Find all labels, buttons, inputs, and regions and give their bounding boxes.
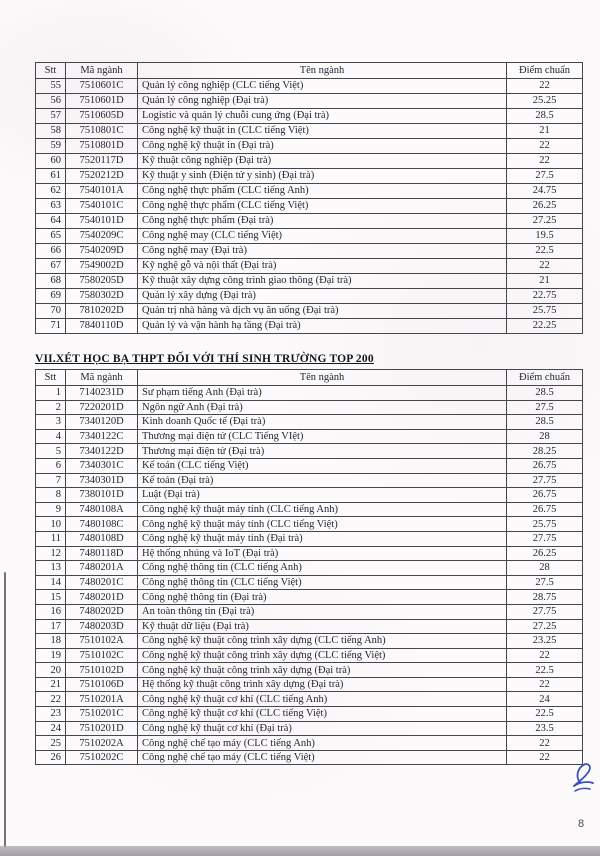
ma-nganh-cell: 7510201C (66, 707, 138, 722)
ma-nganh-cell: 7480118D (66, 546, 138, 561)
ma-nganh-cell: 7810202D (66, 304, 138, 319)
table-row (36, 109, 583, 124)
table-header-row (36, 370, 583, 386)
stt-cell: 8 (36, 488, 66, 503)
ma-nganh-cell: 7840110D (66, 319, 138, 334)
ten-nganh-cell: Kỹ thuật xây dựng công trình giao thông (Đại trà) (138, 274, 507, 289)
scan-edge-artifact-bottom (0, 846, 600, 856)
stt-cell: 16 (36, 604, 66, 619)
table-row (36, 502, 583, 517)
table-row (36, 692, 583, 707)
ten-nganh-cell: Kinh doanh Quốc tế (Đại trà) (138, 415, 507, 430)
stt-cell: 4 (36, 429, 66, 444)
stt-cell: 23 (36, 707, 66, 722)
diem-chuan-cell: 27.75 (507, 604, 583, 619)
stt-cell: 18 (36, 634, 66, 649)
table-row (36, 561, 583, 576)
ten-nganh-cell: Công nghệ kỹ thuật máy tính (CLC tiếng Việt) (138, 517, 507, 532)
stt-cell: 66 (36, 244, 66, 259)
ten-nganh-cell: Công nghệ may (Đại trà) (138, 244, 507, 259)
table-row (36, 199, 583, 214)
ten-nganh-cell: Công nghệ thực phẩm (CLC tiếng Anh) (138, 184, 507, 199)
ten-nganh-cell: Công nghệ kỹ thuật máy tính (CLC tiếng Anh) (138, 502, 507, 517)
ten-nganh-cell: Thương mại điện tử (CLC Tiếng VIệt) (138, 429, 507, 444)
page-number: 8 (578, 818, 585, 830)
diem-chuan-cell: 27.5 (507, 575, 583, 590)
stt-cell: 68 (36, 274, 66, 289)
stt-cell: 15 (36, 590, 66, 605)
diem-chuan-cell: 22.25 (507, 319, 583, 334)
diem-chuan-cell: 26.75 (507, 488, 583, 503)
stt-cell: 19 (36, 648, 66, 663)
stt-cell: 3 (36, 415, 66, 430)
ten-nganh-cell: Công nghệ kỹ thuật in (CLC tiếng Việt) (138, 124, 507, 139)
diem-chuan-cell: 22 (507, 648, 583, 663)
diem-chuan-cell: 26.75 (507, 502, 583, 517)
ten-nganh-cell: Kế toán (Đại trà) (138, 473, 507, 488)
table-row (36, 386, 583, 401)
ten-nganh-cell: An toàn thông tin (Đại trà) (138, 604, 507, 619)
ten-nganh-cell: Kỹ thuật dữ liệu (Đại trà) (138, 619, 507, 634)
section-title: VII.XÉT HỌC BẠ THPT ĐỐI VỚI THÍ SINH TRƯỜNG TOP 200 (35, 353, 374, 365)
diem-chuan-cell: 28.5 (507, 109, 583, 124)
table-row (36, 488, 583, 503)
stt-cell: 11 (36, 531, 66, 546)
ten-nganh-cell: Công nghệ thực phẩm (CLC tiếng Việt) (138, 199, 507, 214)
ma-nganh-cell: 7480201A (66, 561, 138, 576)
stt-cell: 9 (36, 502, 66, 517)
ma-nganh-cell: 7510102D (66, 663, 138, 678)
table-row (36, 400, 583, 415)
table-row (36, 79, 583, 94)
ten-nganh-cell: Kế toán (CLC tiếng Việt) (138, 458, 507, 473)
table-row (36, 214, 583, 229)
ma-nganh-cell: 7510202A (66, 736, 138, 751)
table-row (36, 139, 583, 154)
diem-chuan-cell: 23.5 (507, 721, 583, 736)
stt-cell: 12 (36, 546, 66, 561)
stt-cell: 1 (36, 386, 66, 401)
diem-chuan-cell: 21 (507, 274, 583, 289)
table-body (36, 79, 583, 334)
stt-cell: 62 (36, 184, 66, 199)
table-row (36, 154, 583, 169)
stt-cell: 70 (36, 304, 66, 319)
stt-cell: 21 (36, 677, 66, 692)
ten-nganh-cell: Công nghệ thông tin (CLC tiếng Anh) (138, 561, 507, 576)
table-row (36, 648, 583, 663)
ten-nganh-cell: Công nghệ kỹ thuật máy tính (Đại trà) (138, 531, 507, 546)
table-row (36, 750, 583, 765)
stt-cell: 55 (36, 79, 66, 94)
diem-chuan-cell: 26.25 (507, 199, 583, 214)
diem-chuan-cell: 28.5 (507, 415, 583, 430)
ten-nganh-cell: Công nghệ kỹ thuật công trình xây dựng (CLC tiếng Anh) (138, 634, 507, 649)
stt-cell: 60 (36, 154, 66, 169)
ma-nganh-cell: 7540101A (66, 184, 138, 199)
ma-nganh-cell: 7580205D (66, 274, 138, 289)
ten-nganh-cell: Sư phạm tiếng Anh (Đại trà) (138, 386, 507, 401)
ma-nganh-cell: 7220201D (66, 400, 138, 415)
ma-nganh-cell: 7380101D (66, 488, 138, 503)
ten-nganh-cell: Công nghệ thông tin (CLC tiếng Việt) (138, 575, 507, 590)
ma-nganh-cell: 7510801C (66, 124, 138, 139)
table-row (36, 169, 583, 184)
ten-nganh-cell: Quản lý và vận hành hạ tầng (Đại trà) (138, 319, 507, 334)
ma-nganh-cell: 7540101D (66, 214, 138, 229)
ma-nganh-cell: 7510106D (66, 677, 138, 692)
ten-nganh-cell: Ngôn ngữ Anh (Đại trà) (138, 400, 507, 415)
column-header-ma-nganh: Mã ngành (66, 63, 138, 79)
ma-nganh-cell: 7480203D (66, 619, 138, 634)
ten-nganh-cell: Công nghệ chế tạo máy (CLC tiếng Việt) (138, 750, 507, 765)
table-row (36, 244, 583, 259)
table-row (36, 721, 583, 736)
ten-nganh-cell: Quản lý xây dựng (Đại trà) (138, 289, 507, 304)
ten-nganh-cell: Kỹ thuật công nghiệp (Đại trà) (138, 154, 507, 169)
table-row (36, 736, 583, 751)
ma-nganh-cell: 7340301D (66, 473, 138, 488)
stt-cell: 17 (36, 619, 66, 634)
diem-chuan-cell: 19.5 (507, 229, 583, 244)
column-header-ten-nganh: Tên ngành (138, 370, 507, 386)
ma-nganh-cell: 7480201D (66, 590, 138, 605)
ten-nganh-cell: Công nghệ kỹ thuật cơ khí (Đại trà) (138, 721, 507, 736)
table-row (36, 429, 583, 444)
stt-cell: 61 (36, 169, 66, 184)
stt-cell: 7 (36, 473, 66, 488)
table-row (36, 546, 583, 561)
stt-cell: 64 (36, 214, 66, 229)
table-row (36, 458, 583, 473)
diem-chuan-cell: 26.25 (507, 546, 583, 561)
column-header-ten-nganh: Tên ngành (138, 63, 507, 79)
ten-nganh-cell: Công nghệ kỹ thuật công trình xây dựng (Đại trà) (138, 663, 507, 678)
diem-chuan-cell: 25.75 (507, 517, 583, 532)
column-header-stt: Stt (36, 63, 66, 79)
diem-chuan-cell: 27.75 (507, 473, 583, 488)
table-row (36, 531, 583, 546)
stt-cell: 22 (36, 692, 66, 707)
ma-nganh-cell: 7540209D (66, 244, 138, 259)
diem-chuan-cell: 22.75 (507, 289, 583, 304)
table-row (36, 184, 583, 199)
ten-nganh-cell: Công nghệ kỹ thuật in (Đại trà) (138, 139, 507, 154)
diem-chuan-cell: 28.5 (507, 386, 583, 401)
diem-chuan-cell: 28.25 (507, 444, 583, 459)
diem-chuan-cell: 22.5 (507, 707, 583, 722)
table-row (36, 304, 583, 319)
ma-nganh-cell: 7340122D (66, 444, 138, 459)
diem-chuan-cell: 22 (507, 154, 583, 169)
stt-cell: 65 (36, 229, 66, 244)
ten-nganh-cell: Hệ thống kỹ thuật công trình xây dựng (Đại trà) (138, 677, 507, 692)
diem-chuan-cell: 27.25 (507, 214, 583, 229)
ma-nganh-cell: 7480108A (66, 502, 138, 517)
ma-nganh-cell: 7549002D (66, 259, 138, 274)
diem-chuan-cell: 28 (507, 429, 583, 444)
ma-nganh-cell: 7480108C (66, 517, 138, 532)
diem-chuan-cell: 27.5 (507, 169, 583, 184)
ma-nganh-cell: 7540209C (66, 229, 138, 244)
stt-cell: 57 (36, 109, 66, 124)
diem-chuan-cell: 25.75 (507, 304, 583, 319)
diem-chuan-cell: 25.25 (507, 94, 583, 109)
ma-nganh-cell: 7510202C (66, 750, 138, 765)
ma-nganh-cell: 7480108D (66, 531, 138, 546)
ma-nganh-cell: 7510601D (66, 94, 138, 109)
ma-nganh-cell: 7510201D (66, 721, 138, 736)
ma-nganh-cell: 7540101C (66, 199, 138, 214)
column-header-diem-chuan: Điểm chuẩn (507, 370, 583, 386)
diem-chuan-cell: 21 (507, 124, 583, 139)
ma-nganh-cell: 7480201C (66, 575, 138, 590)
table-row (36, 94, 583, 109)
stt-cell: 26 (36, 750, 66, 765)
ma-nganh-cell: 7510801D (66, 139, 138, 154)
ma-nganh-cell: 7510201A (66, 692, 138, 707)
stt-cell: 14 (36, 575, 66, 590)
diem-chuan-cell: 22 (507, 79, 583, 94)
ma-nganh-cell: 7510102C (66, 648, 138, 663)
ten-nganh-cell: Công nghệ chế tạo máy (CLC tiếng Anh) (138, 736, 507, 751)
table-row (36, 677, 583, 692)
ten-nganh-cell: Công nghệ thông tin (Đại trà) (138, 590, 507, 605)
table-row (36, 473, 583, 488)
diem-chuan-cell: 27.5 (507, 400, 583, 415)
table-row (36, 289, 583, 304)
ma-nganh-cell: 7510601C (66, 79, 138, 94)
stt-cell: 13 (36, 561, 66, 576)
ma-nganh-cell: 7140231D (66, 386, 138, 401)
ten-nganh-cell: Quản trị nhà hàng và dịch vụ ăn uống (Đại trà) (138, 304, 507, 319)
diem-chuan-cell: 22.5 (507, 244, 583, 259)
ten-nganh-cell: Quản lý công nghiệp (Đại trà) (138, 94, 507, 109)
diem-chuan-cell: 22.5 (507, 663, 583, 678)
table-row (36, 259, 583, 274)
admission-scores-table-top200 (35, 369, 583, 765)
table-row (36, 444, 583, 459)
table-row (36, 604, 583, 619)
table-row (36, 663, 583, 678)
diem-chuan-cell: 24 (507, 692, 583, 707)
stt-cell: 63 (36, 199, 66, 214)
ten-nganh-cell: Công nghệ thực phẩm (Đại trà) (138, 214, 507, 229)
table-row (36, 707, 583, 722)
stt-cell: 25 (36, 736, 66, 751)
table-body (36, 386, 583, 765)
diem-chuan-cell: 27.25 (507, 619, 583, 634)
stt-cell: 59 (36, 139, 66, 154)
table-row (36, 274, 583, 289)
ten-nganh-cell: Công nghệ may (CLC tiếng Việt) (138, 229, 507, 244)
diem-chuan-cell: 26.75 (507, 458, 583, 473)
stt-cell: 69 (36, 289, 66, 304)
stt-cell: 20 (36, 663, 66, 678)
ma-nganh-cell: 7510605D (66, 109, 138, 124)
table-header-row (36, 63, 583, 79)
ten-nganh-cell: Thương mại điện tử (Đại trà) (138, 444, 507, 459)
diem-chuan-cell: 24.75 (507, 184, 583, 199)
table-row (36, 319, 583, 334)
diem-chuan-cell: 22 (507, 750, 583, 765)
ma-nganh-cell: 7580302D (66, 289, 138, 304)
diem-chuan-cell: 23.25 (507, 634, 583, 649)
column-header-stt: Stt (36, 370, 66, 386)
ma-nganh-cell: 7520212D (66, 169, 138, 184)
table-row (36, 124, 583, 139)
stt-cell: 10 (36, 517, 66, 532)
ten-nganh-cell: Kỹ thuật y sinh (Điện tử y sinh) (Đại trà) (138, 169, 507, 184)
table-row (36, 619, 583, 634)
diem-chuan-cell: 28.75 (507, 590, 583, 605)
admission-scores-table-upper (35, 62, 583, 334)
table-row (36, 634, 583, 649)
stt-cell: 58 (36, 124, 66, 139)
ten-nganh-cell: Công nghệ kỹ thuật công trình xây dựng (CLC tiếng Việt) (138, 648, 507, 663)
ma-nganh-cell: 7480202D (66, 604, 138, 619)
stt-cell: 24 (36, 721, 66, 736)
diem-chuan-cell: 22 (507, 259, 583, 274)
table-row (36, 590, 583, 605)
table-row (36, 415, 583, 430)
stt-cell: 5 (36, 444, 66, 459)
ten-nganh-cell: Công nghệ kỹ thuật cơ khí (CLC tiếng Việt) (138, 707, 507, 722)
stt-cell: 6 (36, 458, 66, 473)
ma-nganh-cell: 7340301C (66, 458, 138, 473)
ten-nganh-cell: Luật (Đại trà) (138, 488, 507, 503)
column-header-diem-chuan: Điểm chuẩn (507, 63, 583, 79)
ma-nganh-cell: 7520117D (66, 154, 138, 169)
ten-nganh-cell: Logistic và quản lý chuỗi cung ứng (Đại trà) (138, 109, 507, 124)
stt-cell: 71 (36, 319, 66, 334)
ten-nganh-cell: Hệ thống nhúng và IoT (Đại trà) (138, 546, 507, 561)
stt-cell: 67 (36, 259, 66, 274)
diem-chuan-cell: 22 (507, 677, 583, 692)
ten-nganh-cell: Kỹ nghệ gỗ và nội thất (Đại trà) (138, 259, 507, 274)
ma-nganh-cell: 7510102A (66, 634, 138, 649)
table-row (36, 517, 583, 532)
stt-cell: 56 (36, 94, 66, 109)
scan-edge-artifact-left (4, 572, 6, 848)
diem-chuan-cell: 22 (507, 139, 583, 154)
stt-cell: 2 (36, 400, 66, 415)
handwritten-signature-mark (566, 760, 598, 804)
table-row (36, 575, 583, 590)
column-header-ma-nganh: Mã ngành (66, 370, 138, 386)
diem-chuan-cell: 22 (507, 736, 583, 751)
ten-nganh-cell: Công nghệ kỹ thuật cơ khí (CLC tiếng Anh) (138, 692, 507, 707)
diem-chuan-cell: 28 (507, 561, 583, 576)
ma-nganh-cell: 7340120D (66, 415, 138, 430)
ten-nganh-cell: Quản lý công nghiệp (CLC tiếng Việt) (138, 79, 507, 94)
table-row (36, 229, 583, 244)
ma-nganh-cell: 7340122C (66, 429, 138, 444)
diem-chuan-cell: 27.75 (507, 531, 583, 546)
